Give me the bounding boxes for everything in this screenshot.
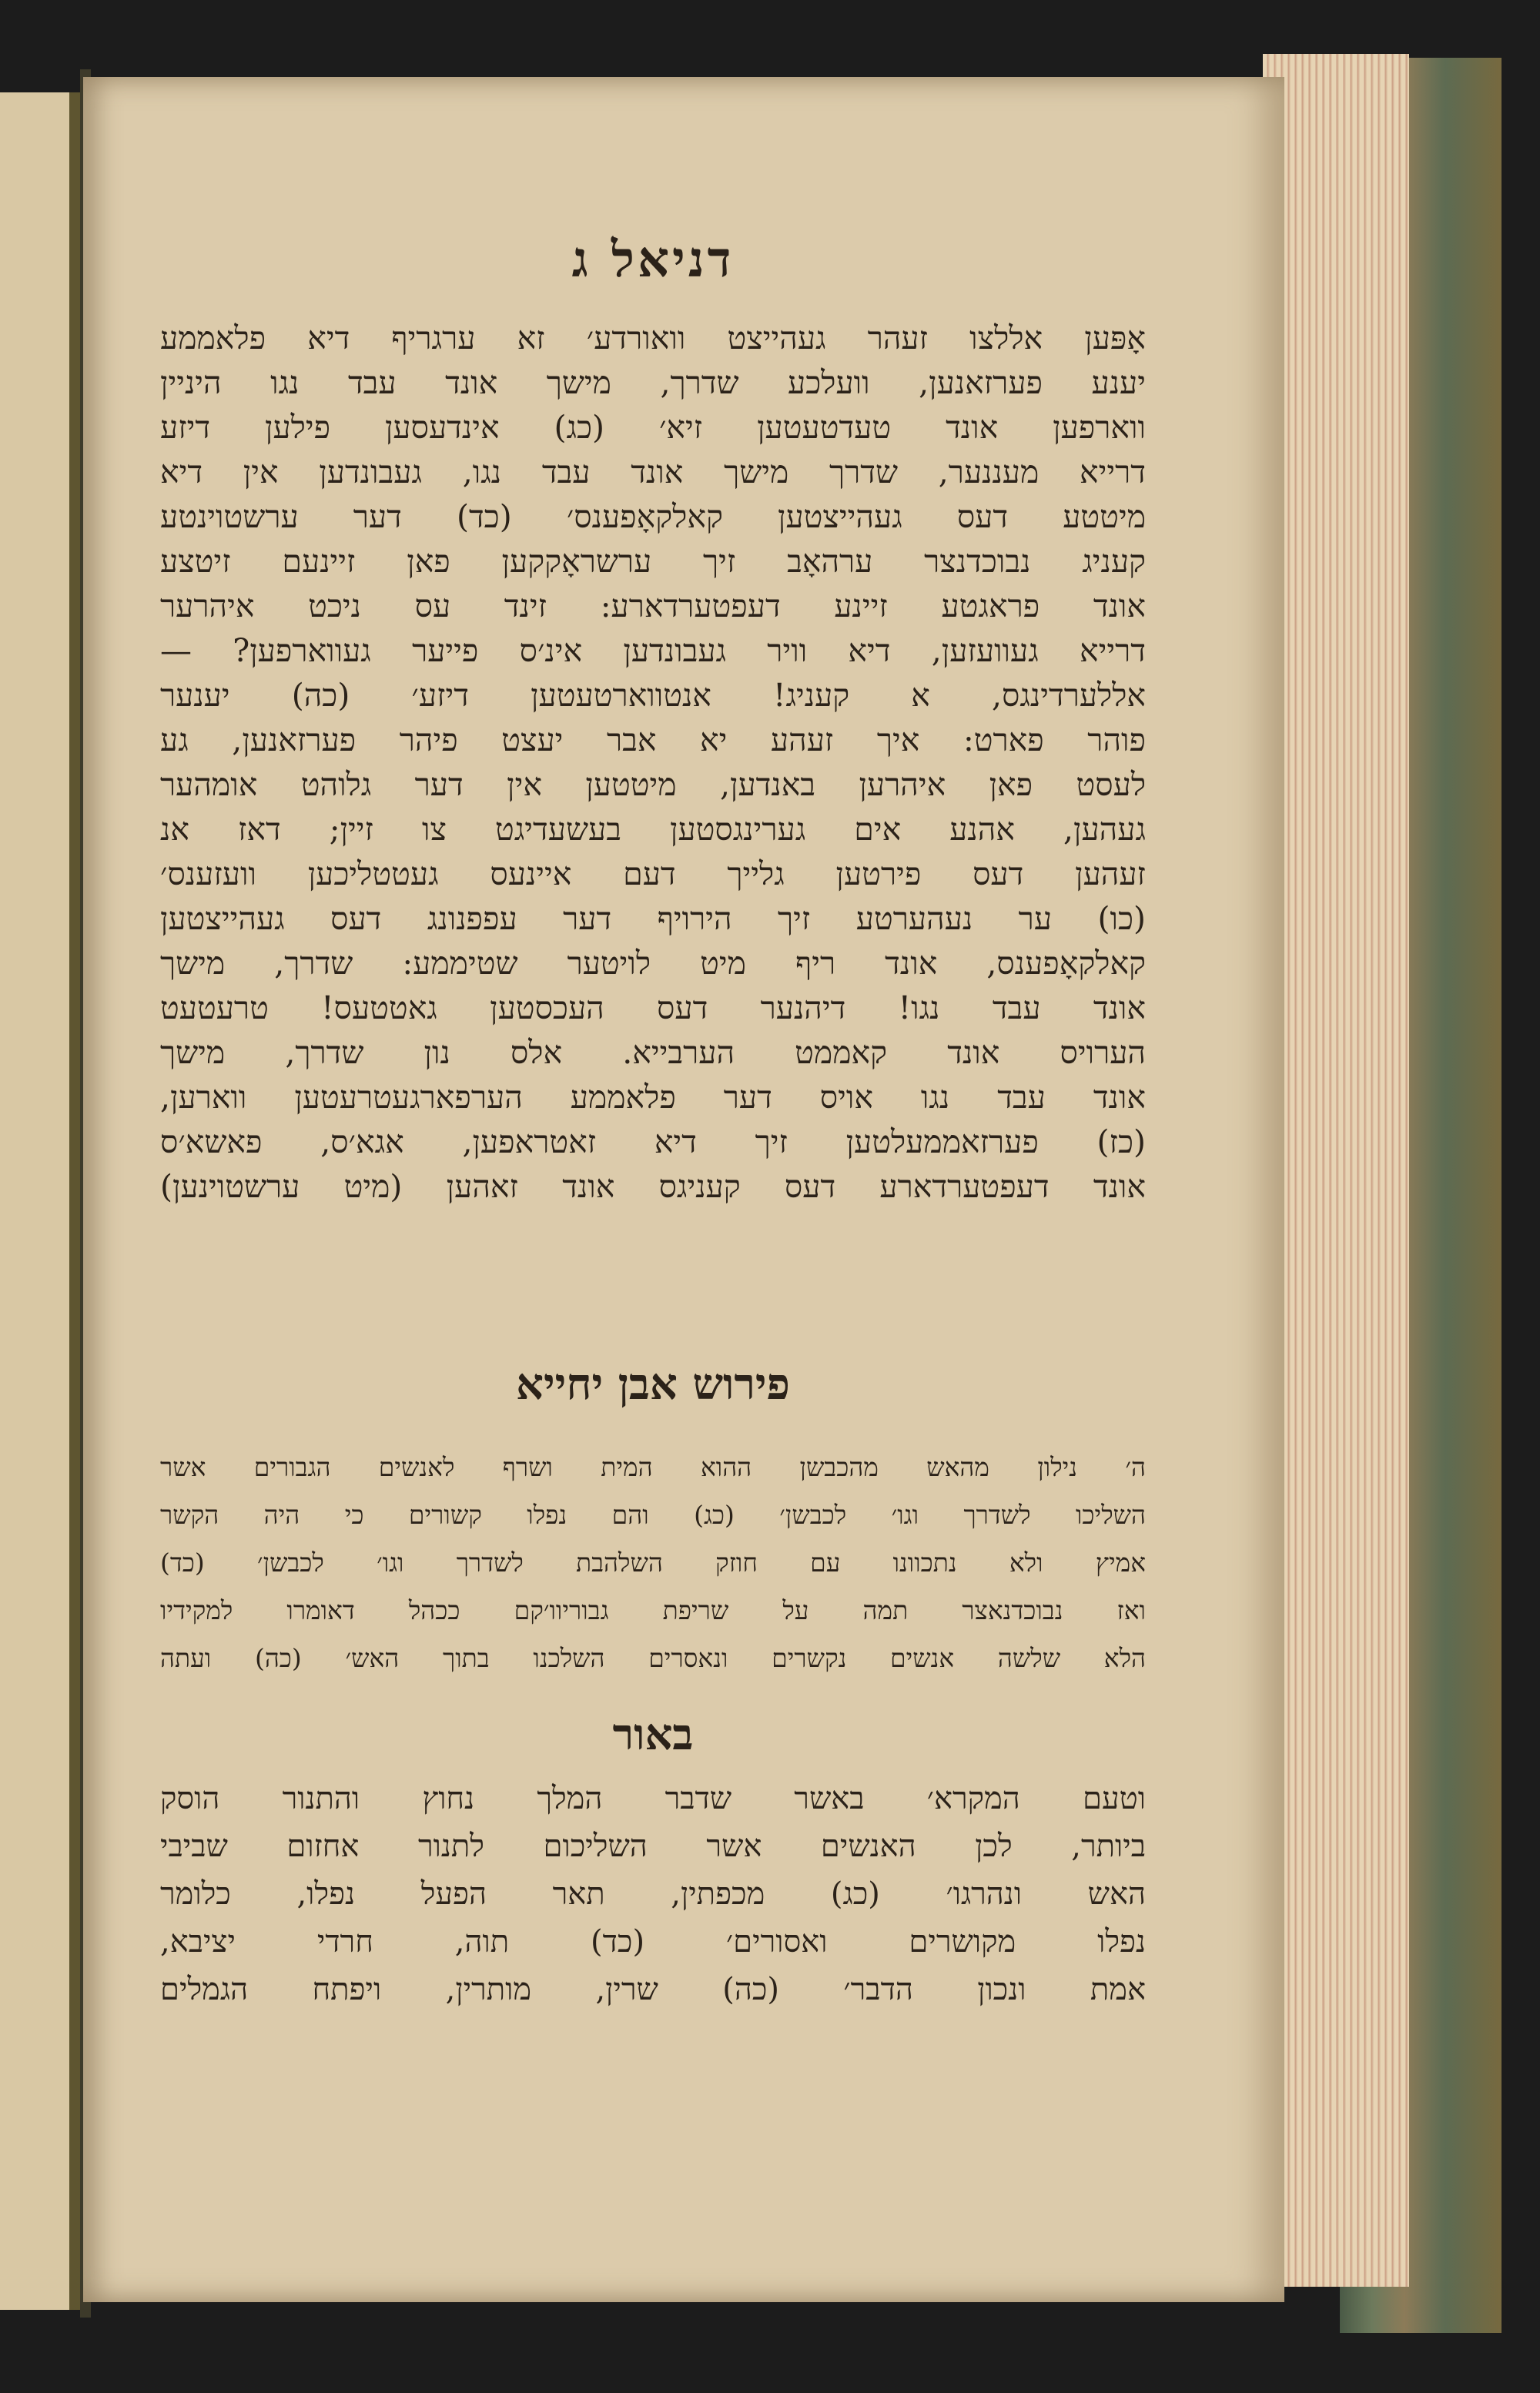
main-line: קעניג נבוכדנצר ערהאָב זיך ערשראָקקען פאן זיינעם זיטצע bbox=[160, 543, 1146, 580]
biur-line: ביותר, לכן האנשים אשר השליכום לתנור אחזום שביבי bbox=[160, 1829, 1147, 1864]
commentary-line: ואז נבוכדנאצר תמה על שריפת גבוריוו׳קם ככהל דאומרו למקידיו bbox=[160, 1595, 1146, 1625]
commentary-block bbox=[160, 1444, 1146, 1682]
facing-page-edge bbox=[0, 92, 80, 2310]
main-line: (כז) פערזאממעלטען זיך דיא זאטראפען, אגא׳ס, פאשא׳ס bbox=[160, 1123, 1146, 1160]
main-line: אללערדינגס, א קעניג! אנטווארטעטען דיזע׳ (כה) יענער bbox=[160, 677, 1146, 714]
main-line: לעסט פאן איהרען באנדען, מיטטען אין דער גלוהט אומהער bbox=[160, 766, 1146, 803]
biur-line: וטעם המקרא׳ באשר שדבר המלך נחוץ והתנור הוסק bbox=[160, 1781, 1146, 1816]
page-edges bbox=[1263, 54, 1409, 2287]
book-page bbox=[83, 77, 1284, 2302]
main-line: ווארפען אונד טעדטעטען זיא׳ (כג) אינדעסען פילען דיזע bbox=[160, 409, 1146, 446]
main-line: קאלקאָפענס, אונד ריף מיט לויטער שטיממע: שדרך, מישך bbox=[160, 945, 1146, 982]
commentary-title: פירוש אבן יחייא bbox=[516, 1359, 790, 1410]
running-head: דניאל ג bbox=[571, 231, 735, 289]
main-line: אונד עבד נגו אויס דער פלאממע הערפארגעטרעטען ווארען, bbox=[160, 1079, 1146, 1116]
main-line: געהען, אהנע אים גערינגסטען בעשעדיגט צו זיין; דאז אנ bbox=[160, 811, 1146, 848]
main-line: (כו) ער נעהערטע זיך הירויף דער עפפנונג דעס געהייצטען bbox=[160, 900, 1146, 937]
biur-line: אמת ונכון הדבר׳ (כה) שרין, מותרין, ויפתח הגמלים bbox=[160, 1972, 1146, 2007]
biur-block bbox=[160, 1775, 1146, 2013]
main-line: יענע פערזאנען, וועלכע שדרך, מישך אונד עבד נגו היניין bbox=[160, 364, 1146, 401]
page-text-area bbox=[160, 77, 1146, 2302]
main-line: דרייא מעננער, שדרך מישך אונד עבד נגו, געבונדען אין דיא bbox=[160, 453, 1146, 490]
main-line: אונד עבד נגו! דיהנער דעס העכסטען גאטטעס! טרעטעט bbox=[160, 989, 1146, 1026]
main-line: הערויס אונד קאממט הערבייא. אלס נון שדרך, מישך bbox=[160, 1034, 1146, 1071]
commentary-line: הלא שלשה אנשים נקשרים ונאסרים השלכנו בתוך האש׳ (כה) ועתה bbox=[160, 1643, 1146, 1673]
main-line: אונד דעפטערדארע דעס קעניגס אונד זאהען (מיט ערשטוינען) bbox=[160, 1168, 1146, 1205]
main-line: פוהר פארט: איך זעהע יא אבר יעצט פיהר פערזאנען, גע bbox=[160, 721, 1146, 758]
biur-line: נפלו מקושרים ואסורים׳ (כד) תוה, חרדי יציבא, bbox=[160, 1924, 1146, 1960]
main-line: אונד פראגטע זיינע דעפטערדארע: זינד עס ניכט איהרער bbox=[160, 587, 1146, 624]
main-line: זעהען דעס פירטען גלייך דעם איינעס געטטליכען וועזענס׳ bbox=[160, 855, 1146, 892]
commentary-line: השליכו לשדרך וגו׳ לכבשן׳ (כג) והם נפלו קשורים כי היה הקשר bbox=[160, 1500, 1146, 1530]
commentary-line: אמיץ ולא נתכוונו עם חוזק השלהבת לשדרך וגו׳ לכבשן׳ (כד) bbox=[160, 1548, 1146, 1578]
commentary-line: ה׳ נילון מהאש מהכבשן ההוא המית ושרף לאנשים הגבורים אשר bbox=[160, 1452, 1146, 1482]
biur-title: באור bbox=[612, 1709, 694, 1760]
main-text-block bbox=[160, 316, 1146, 1209]
main-line: דרייא געוועזען, דיא וויר געבונדען אינ׳ס פייער געווארפען? — bbox=[160, 632, 1146, 669]
main-line: מיטטע דעס געהייצטען קאלקאָפענס׳ (כד) דער ערשטוינטע bbox=[160, 498, 1146, 535]
main-line: אָפּען אללצו זעהר געהייצט וואורדע׳ זא ערגריף דיא פלאממע bbox=[160, 320, 1146, 356]
biur-line: האש ונהרגו׳ (כג) מכפתין, תאר הפעל נפלו, כלומר bbox=[160, 1876, 1146, 1912]
